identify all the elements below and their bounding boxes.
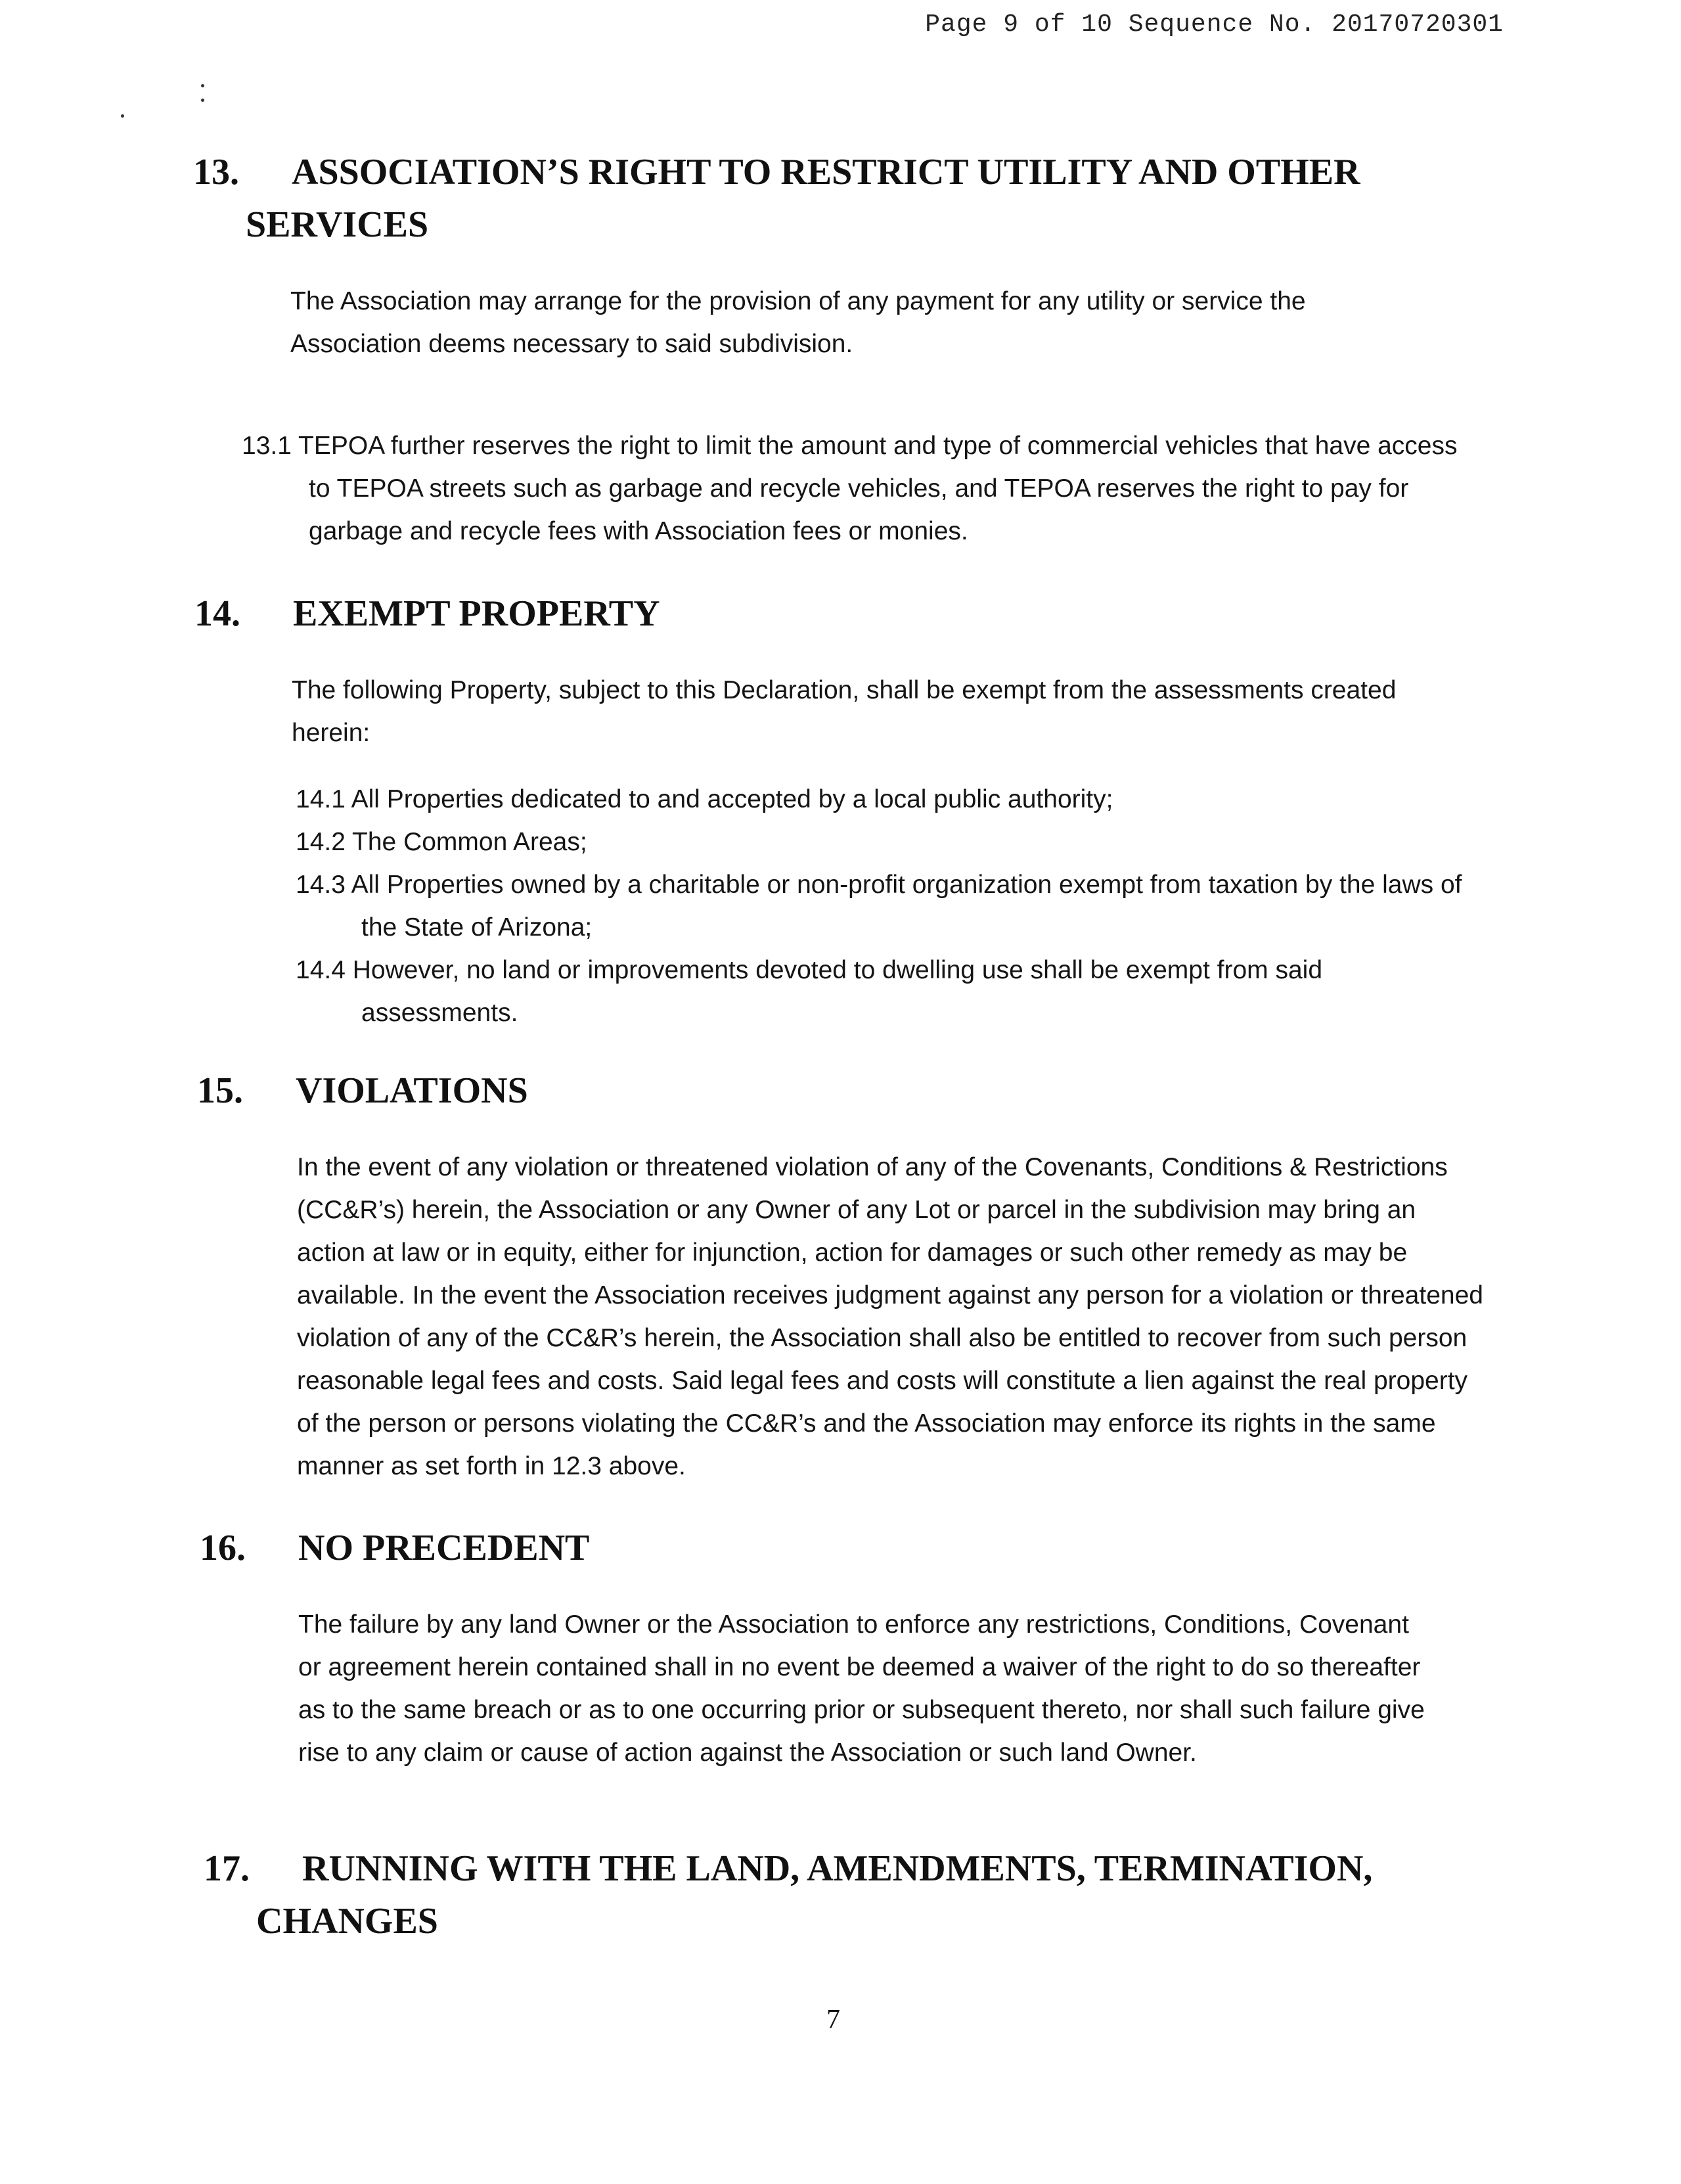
section-14-list	[296, 778, 1478, 1034]
section-title-continued: CHANGES	[256, 1901, 438, 1942]
paragraph-text: The following Property, subject to this Declaration, shall be exempt from the assessments created herein:	[292, 676, 1397, 747]
section-title: EXEMPT PROPERTY	[293, 593, 660, 634]
scan-speck	[121, 114, 124, 118]
scan-speck	[201, 84, 204, 87]
section-14-paragraph	[292, 669, 1422, 754]
section-16-paragraph	[298, 1603, 1428, 1774]
scan-speck	[201, 99, 204, 102]
section-title: ASSOCIATION’S RIGHT TO RESTRICT UTILITY AND OTHER	[292, 152, 1360, 193]
section-15-paragraph	[297, 1146, 1486, 1488]
section-17-heading	[204, 1842, 1372, 1947]
section-number: 17.	[204, 1848, 250, 1889]
section-16-heading	[200, 1522, 589, 1574]
list-item: 14.4 However, no land or improvements devoted to dwelling use shall be exempt from said assessments.	[296, 956, 1323, 1027]
paragraph-text: The Association may arrange for the provision of any payment for any utility or service the Association deems necessary to said subdivision.	[290, 287, 1306, 358]
section-title: NO PRECEDENT	[298, 1528, 590, 1568]
section-number: 13.	[193, 152, 239, 193]
section-13-paragraph	[290, 280, 1420, 365]
section-number: 15.	[197, 1070, 243, 1111]
paragraph-text: In the event of any violation or threatened violation of any of the Covenants, Conditions & Restrictions (CC&R’s) herein, the Association or any Owner of any Lot or parcel in the subdivision may bring an action at law or in equity, either for injunction, action for damages or such other remedy as may be available. In the event the Association receives judgment against any person for a violation or threatened violation of any of the CC&R’s herein, the Association shall also be entitled to recover from such person reasonable legal fees and costs. Said legal fees and costs will constitute a lien against the real property of the person or persons violating the CC&R’s and the Association may enforce its rights in the same manner as set forth in 12.3 above.	[297, 1153, 1483, 1480]
section-number: 14.	[194, 593, 240, 634]
page-number: 7	[826, 2005, 840, 2035]
page-header: Page 9 of 10 Sequence No. 20170720301	[925, 11, 1504, 39]
paragraph-text: The failure by any land Owner or the Association to enforce any restrictions, Conditions, Covenant or agreement herein contained shall in no event be deemed a waiver of the right to do so thereafter as to the same breach or as to one occurring prior or subsequent thereto, nor shall such failure give rise to any claim or cause of action against the Association or such land Owner.	[298, 1610, 1425, 1767]
section-number: 16.	[200, 1528, 246, 1568]
section-13-1-clause	[242, 424, 1470, 553]
section-15-heading	[197, 1064, 528, 1117]
section-title-continued: SERVICES	[246, 204, 429, 245]
list-item: 14.3 All Properties owned by a charitable or non-profit organization exempt from taxation by the laws of the State of Arizona;	[296, 871, 1462, 942]
clause-text: 13.1 TEPOA further reserves the right to limit the amount and type of commercial vehicles that have access to TEPOA streets such as garbage and recycle vehicles, and TEPOA reserves the right to pay for garbage and recycle fees with Association fees or monies.	[242, 432, 1458, 545]
list-item: 14.2 The Common Areas;	[296, 828, 587, 856]
section-13-heading	[193, 146, 1360, 251]
section-title: RUNNING WITH THE LAND, AMENDMENTS, TERMINATION,	[302, 1848, 1373, 1889]
list-item: 14.1 All Properties dedicated to and accepted by a local public authority;	[296, 785, 1113, 813]
section-title: VIOLATIONS	[296, 1070, 528, 1111]
section-14-heading	[194, 587, 660, 640]
